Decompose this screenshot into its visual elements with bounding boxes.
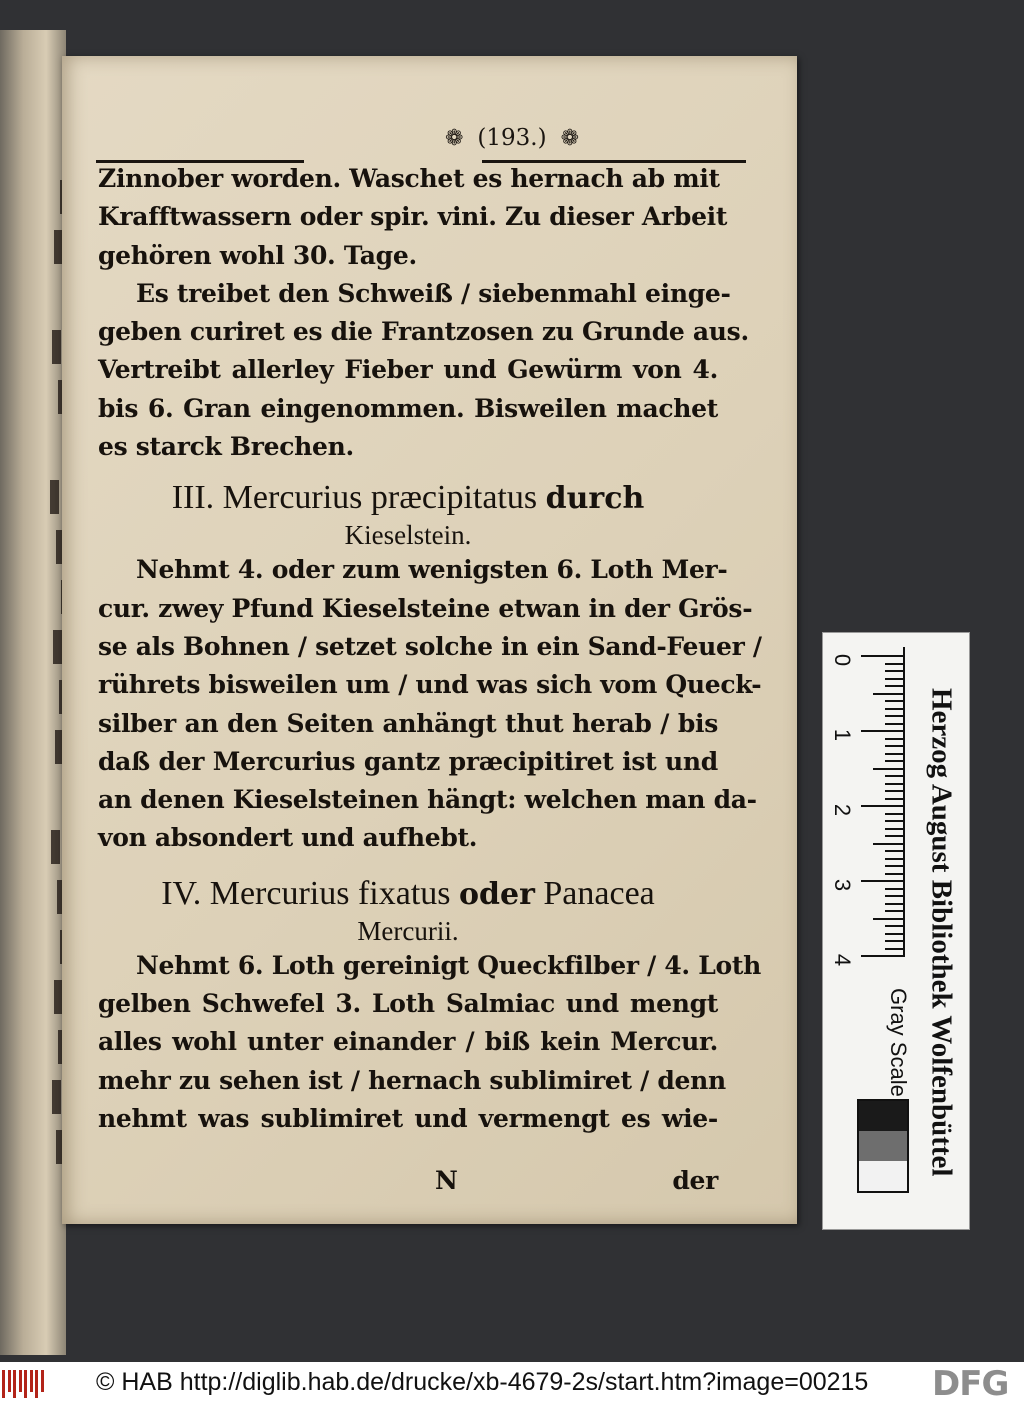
heading-section-3 [98, 478, 718, 519]
text-line: gehören wohl 30. Tage. [98, 240, 417, 270]
ruler-tick [885, 925, 905, 927]
logo-bar [41, 1370, 44, 1392]
ruler-tick [885, 873, 905, 875]
ruler-tick [885, 723, 905, 725]
gray-swatch [859, 1101, 907, 1131]
heading-3-german: durch [545, 481, 645, 517]
text-line: geben curiret es die Frantzosen zu Grunde aus. [98, 317, 749, 347]
paragraph-section-4 [98, 947, 762, 1138]
previous-page-text-fragment [6, 680, 66, 714]
ruler-number: 4 [830, 953, 855, 967]
ruler-tick [885, 933, 905, 935]
gray-swatches [857, 1099, 909, 1193]
ruler-tick [861, 805, 905, 807]
text-line: se als Bohnen / setzet solche in ein Sand-Feuer / [98, 631, 762, 661]
text-line: an denen Kieselsteinen hängt: welchen man da- [98, 785, 757, 815]
viewer-footer [0, 1362, 1024, 1405]
ruler-tick [885, 775, 905, 777]
ruler-number: 1 [830, 728, 855, 742]
ruler-tick [885, 715, 905, 717]
text-line: Krafftwassern oder spir. vini. Zu dieser Arbeit [98, 202, 728, 232]
text-line: es starck Brechen. [98, 432, 354, 462]
ruler-tick [885, 940, 905, 942]
logo-bar [8, 1370, 11, 1392]
ornament-right-icon: ❁ [560, 125, 580, 151]
previous-page-text-fragment [6, 230, 63, 264]
institution-text: Herzog August Bibliothek Wolfenbüttel [925, 687, 958, 1177]
signature-mark: N [435, 1166, 458, 1195]
logo-bar [30, 1370, 33, 1392]
ruler-tick [885, 798, 905, 800]
ruler-tick [861, 955, 905, 957]
ruler-tick [885, 663, 905, 665]
previous-page-text-fragment [6, 330, 61, 364]
heading-section-4-line2: Mercurii. [357, 915, 459, 946]
ruler-tick [885, 835, 905, 837]
gray-swatch [859, 1161, 907, 1191]
ornament-left-icon: ❁ [444, 125, 464, 151]
ruler-tick [885, 858, 905, 860]
centimeter-ruler [827, 639, 923, 969]
logo-bar [24, 1370, 27, 1398]
heading-4-german: oder [459, 876, 535, 912]
ruler-tick [861, 730, 905, 732]
ruler-tick [861, 655, 905, 657]
paragraph-section-3 [98, 551, 762, 857]
previous-page-text-fragment [6, 430, 66, 464]
logo-bar [2, 1370, 5, 1398]
previous-page-text-fragment [6, 1080, 61, 1114]
running-head [302, 118, 722, 158]
paragraph-cinnabar [98, 160, 749, 466]
previous-page-edge [0, 30, 66, 1355]
ruler-tick [885, 903, 905, 905]
dfg-logo: DFG [932, 1364, 1009, 1404]
previous-page-text-fragment [6, 580, 66, 614]
ruler-tick [885, 850, 905, 852]
text-line: von absondert und aufhebt. [98, 823, 478, 853]
text-line: Es treibet den Schweiß / siebenmahl einge- [136, 278, 731, 308]
text-line: bis 6. Gran eingenommen. Bisweilen machet [98, 393, 718, 423]
gray-scale-text: Gray Scale [886, 987, 911, 1097]
ruler-tick [885, 745, 905, 747]
previous-page-text-fragment [6, 1130, 65, 1164]
previous-page-text-fragment [6, 630, 62, 664]
ruler-tick [873, 843, 905, 845]
text-line: nehmt was sublimiret und vermengt es wie- [98, 1103, 718, 1133]
ruler-tick [885, 948, 905, 950]
text-line: daß der Mercurius gantz præcipitiret ist und [98, 746, 718, 776]
text-line: Nehmt 6. Loth gereinigt Queckfilber / 4. Loth [136, 950, 762, 980]
ruler-tick [885, 678, 905, 680]
ruler-tick [885, 888, 905, 890]
ruler-tick [885, 820, 905, 822]
ruler-tick [885, 685, 905, 687]
ruler-tick [885, 783, 905, 785]
previous-page-text-fragment [6, 980, 63, 1014]
text-line: Vertreibt allerley Fieber und Gewürm von 4. [98, 355, 718, 385]
ruler-tick [885, 790, 905, 792]
heading-section-4 [98, 874, 718, 915]
previous-page-text-fragment [6, 280, 66, 314]
gray-swatch [859, 1131, 907, 1161]
ruler-number: 0 [830, 653, 855, 667]
page-number: (193.) [477, 125, 547, 151]
previous-page-text-fragment [6, 380, 66, 414]
color-scale-card [822, 632, 970, 1230]
text-line: mehr zu sehen ist / hernach sublimiret / denn [98, 1065, 726, 1095]
ruler-number: 2 [830, 803, 855, 817]
institution-label [919, 643, 963, 1221]
catchword: der [672, 1166, 718, 1195]
text-line: silber an den Seiten anhängt thut herab / bis [98, 708, 718, 738]
ruler-tick [885, 700, 905, 702]
heading-4-latin: IV. Mercurius fixatus [161, 874, 451, 912]
ruler-number: 3 [830, 878, 855, 892]
text-line: alles wohl unter einander / biß kein Mercur. [98, 1027, 718, 1057]
previous-page-text-fragment [6, 930, 66, 964]
heading-4-latin-2: Panacea [543, 874, 655, 912]
ruler-tick [885, 753, 905, 755]
previous-page-text-fragment [6, 830, 60, 864]
ruler-tick [885, 813, 905, 815]
previous-page-text-fragment [6, 880, 66, 914]
gray-scale-label [881, 967, 915, 1117]
copyright-link[interactable]: © HAB http://diglib.hab.de/drucke/xb-4679-2s/start.htm?image=00215 [96, 1368, 869, 1396]
ruler-tick [885, 895, 905, 897]
previous-page-text-fragment [6, 1030, 66, 1064]
previous-page-text-fragment [6, 180, 66, 214]
ruler-tick [873, 918, 905, 920]
ruler-tick [873, 768, 905, 770]
heading-3-latin: III. Mercurius præcipitatus [171, 479, 538, 517]
ruler-tick [885, 828, 905, 830]
ruler-tick [885, 760, 905, 762]
heading-section-3-line2: Kieselstein. [344, 520, 472, 551]
ruler-tick [873, 693, 905, 695]
text-line: Zinnober worden. Waschet es hernach ab mit [98, 164, 720, 193]
ruler-tick [861, 880, 905, 882]
previous-page-text-fragment [6, 780, 66, 814]
book-page [62, 56, 797, 1224]
ruler-tick [885, 910, 905, 912]
previous-page-text-fragment [6, 530, 65, 564]
text-line: gelben Schwefel 3. Loth Salmiac und mengt [98, 989, 718, 1019]
ruler-tick [885, 738, 905, 740]
logo-bar [35, 1370, 38, 1398]
page-text [98, 160, 762, 1195]
text-line: rührets bisweilen um / und was sich vom Queck- [98, 670, 762, 700]
logo-bar [13, 1370, 16, 1398]
ruler-tick [885, 708, 905, 710]
previous-page-text-fragment [6, 730, 64, 764]
logo-bar [19, 1370, 22, 1392]
hab-logo-icon [2, 1370, 46, 1398]
ruler-tick [885, 865, 905, 867]
previous-page-text-fragment [6, 480, 59, 514]
text-line: Nehmt 4. oder zum wenigsten 6. Loth Mer- [136, 555, 728, 585]
ruler-tick [885, 670, 905, 672]
text-line: cur. zwey Pfund Kieselsteine etwan in der Grös- [98, 593, 753, 623]
